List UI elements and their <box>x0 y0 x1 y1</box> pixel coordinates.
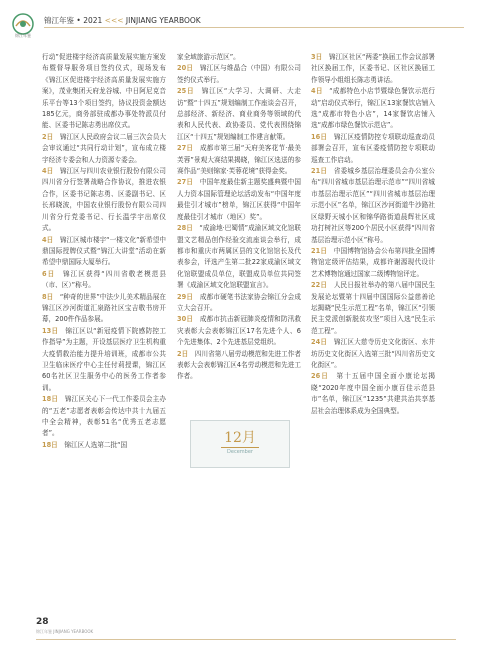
entry-text: 锦江区与四川农业银行股份有限公司四川省分行签署战略合作协议，推进农银合作，区委书记陈志勇、区委副书记、区长邢晓波，中国农业银行股份有限公司四川省分行党委书记、行长温学宇出席仪式。 <box>42 167 166 233</box>
entry-paragraph <box>177 223 301 291</box>
entry-text: 省委城乡基层治理委员会办公室公布“四川省城市基层治理示范市”“四川省城市基层治理示范区”“四川省城市基层治理示范小区”名单，锦江区沙河街道牛沙路社区绿野天城小区和锦华路街道晨辉社区成功打树社区等200个居民小区获得“四川省基层治理示范小区”称号。 <box>311 167 435 244</box>
entry-paragraph <box>42 292 166 326</box>
entry-text: 锦江区城市楼宇“一楼文化”新希望中鼎国际授牌仪式暨“锦江大讲堂”活动在新希望中鼎国际大厦举行。 <box>42 235 166 267</box>
entry-paragraph <box>311 246 435 280</box>
entry-text: 锦江区获得“四川省敬老模范县（市、区）”称号。 <box>42 269 166 290</box>
entry-date: 28日 <box>177 224 193 233</box>
entry-paragraph <box>42 440 166 451</box>
entry-paragraph <box>42 52 166 132</box>
entry-date: 18日 <box>42 440 58 449</box>
entry-text: 人民日报社举办的第八届中国民生发展论坛暨第十四届中国国际公益慈善论坛揭晓“民生示范工程”名单，锦江区“引领民主党派创新脱贫攻坚”项目入选“民生示范工程”。 <box>311 281 435 335</box>
entry-paragraph <box>177 143 301 177</box>
month-divider <box>221 447 259 448</box>
entry-date: 24日 <box>311 338 328 347</box>
entry-date: 21日 <box>311 246 328 255</box>
entry-text: 家全域旅游示范区”。 <box>177 53 240 61</box>
text-column-3 <box>311 52 435 417</box>
entry-paragraph <box>311 132 435 166</box>
entry-text: 锦江区与维晶合（中国）有限公司签约仪式举行。 <box>177 64 301 84</box>
entry-text: “成都特色小店节暨绿色餐饮示范行动”启动仪式举行，锦江区13家餐饮店铺入选“成都市特色小店”，14家餐饮店铺入选“成都市绿色餐饮示范店”。 <box>311 87 435 130</box>
entry-date: 27日 <box>177 144 194 153</box>
entry-text: 成都市第三届“天府美客花节·最美芙蓉”景观大赛结果揭晓，锦江区选送的参赛作品“美则锦家·芙蓉花境”获得金奖。 <box>177 144 301 176</box>
entry-date: 4日 <box>42 167 54 176</box>
entry-paragraph <box>177 63 301 86</box>
month-number: 12月 <box>224 430 256 446</box>
month-word: December <box>227 449 253 455</box>
entry-date: 29日 <box>177 292 194 301</box>
entry-text: “种奇的世界”中法少儿美术精品展在锦江区沙河街道汇泉路社区宝吉敬书房开幕，200件作品参展。 <box>42 292 166 324</box>
entry-text: 成都市硬笔书法家协会锦江分会成立大会召开。 <box>177 292 301 312</box>
page-number: 28 <box>36 617 49 627</box>
header-separator: <<< <box>104 16 124 25</box>
entry-text: 行动”促进楼宇经济高质量发展实施方案发布暨督导服务项目签约仪式，现场发布《锦江区促进楼宇经济高质量发展实施方案》，茂业集团天府龙谷城、中日阿尼克音乐平台等13个项目签约，协议投资金额达185亿元，商务部驻成都办事处特派员付能、区委书记陈志勇出席仪式。 <box>42 53 166 130</box>
entry-date: 22日 <box>311 281 328 290</box>
entry-text: 中国年度最佳新主题奖盛典暨中国人力资本国际管理论坛活动发布“中国年度最佳引才城市”榜单，锦江区获得“中国年度最佳引才城市（地区）奖”。 <box>177 178 301 221</box>
header-title-right: JINJIANG YEARBOOK <box>125 16 201 25</box>
entry-date: 30日 <box>177 315 194 324</box>
entry-paragraph <box>42 394 166 440</box>
entry-text: 锦江区人选第二批“国 <box>64 440 128 449</box>
entry-paragraph <box>42 235 166 269</box>
entry-paragraph <box>177 349 301 383</box>
entry-text: 锦江区关心下一代工作委员会主办的“五老”志愿者表彰会传达中共十九届五中全会精神，表彰51名“优秀五老志愿者”。 <box>42 395 166 438</box>
entry-paragraph <box>311 337 435 371</box>
footer-divider <box>36 639 456 640</box>
entry-date: 8日 <box>42 292 54 301</box>
entry-date: 3日 <box>311 53 323 61</box>
entry-paragraph <box>42 132 166 166</box>
entry-paragraph <box>42 326 166 394</box>
entry-text: 第十五届中国全面小康论坛揭晓“2020年度中国全面小康百佳示范县市”名单，锦江区“1235”共建共治共享基层社会治理体系成为全国典型。 <box>311 372 435 415</box>
entry-date: 6日 <box>42 269 56 278</box>
entry-paragraph <box>177 52 301 63</box>
entry-text: 四川省第八届劳动模范和先进工作者表彰大会表彰锦江区4名劳动模范和先进工作者。 <box>177 349 301 381</box>
entry-text: 中国博物馆协会公布第四批全国博物馆定级评估结果，成都许谢源现代设计艺术博物馆通过国家二级博物馆评定。 <box>311 246 435 278</box>
entry-paragraph <box>177 314 301 348</box>
entry-paragraph <box>177 292 301 315</box>
entry-date: 25日 <box>177 87 195 96</box>
entry-text: 成都市抗击新冠肺炎疫情和防汛救灾表彰大会表彰锦江区17名先进个人、6个先进集体、2个先进基层党组织。 <box>177 315 301 347</box>
entry-date: 26日 <box>311 372 329 381</box>
entry-date: 21日 <box>311 167 328 176</box>
footer-subtitle: 锦江年鉴 JINJIANG YEARBOOK <box>36 629 94 634</box>
entry-date: 13日 <box>42 326 59 335</box>
entry-text: 锦江区疫情防控专项联动巡查动员部署会召开，宣布区委疫情防控专项联动巡查工作启动。 <box>311 132 435 164</box>
header-divider <box>44 27 464 28</box>
header-title-left: 锦江年鉴 • 2021 <box>44 16 103 25</box>
entry-text: 锦江区社区“两委”换届工作会议部署社区换届工作，区委书记、区社区换届工作领导小组组长陈志勇讲话。 <box>311 53 435 84</box>
entry-paragraph <box>42 166 166 234</box>
entry-paragraph <box>311 52 435 86</box>
header-title <box>44 15 201 26</box>
entry-paragraph <box>177 86 301 143</box>
page-header <box>0 0 480 44</box>
text-column-1 <box>42 52 166 451</box>
entry-text: 锦江区以“新冠疫情下院感防控工作指导”为主题，开设基层医疗卫生机构重大疫情救治能力提升培训班，成都市公共卫生临床医疗中心主任付莉授课，锦江区60名社区卫生服务中心的医务工作者参训。 <box>42 326 166 392</box>
entry-date: 2日 <box>177 349 189 358</box>
entry-text: 锦江区大慈寺历史文化街区、水井坊历史文化街区入选第三批“四川省历史文化街区”。 <box>311 338 435 369</box>
entry-text: 锦江区“大学习、大调研、大走访”暨“十四五”规划编制工作座谈会召开，总部经济、新经济、商业商务等领域的代表和人民代表、政协委员、党代表围绕锦江区“十四五”规划编制工作建言献策。 <box>177 87 301 141</box>
entry-date: 27日 <box>177 178 194 187</box>
text-column-2 <box>177 52 301 383</box>
entry-paragraph <box>311 86 435 132</box>
entry-date: 2日 <box>42 132 54 141</box>
entry-paragraph <box>311 280 435 337</box>
entry-paragraph <box>311 166 435 246</box>
entry-paragraph <box>42 269 166 292</box>
entry-text: “成渝地·巴蜀情”成渝区域文化馆联盟文艺精品创作经验交流座谈会举行，成都市和重庆市两属区县的文化馆馆长及代表参会，评选产生第二批22家成渝区域文化馆联盟成员单位，联盟成员单位共同签署《成渝区域文化馆联盟宣言》。 <box>177 224 301 290</box>
month-heading-box <box>190 420 290 468</box>
logo-text: 锦江年鉴 <box>15 33 31 38</box>
entry-date: 18日 <box>42 395 59 404</box>
entry-paragraph <box>311 371 435 417</box>
entry-date: 20日 <box>177 64 194 73</box>
entry-date: 4日 <box>311 87 323 96</box>
entry-text: 锦江区人民政府会议二届三次会员大会审议通过“共同行动计划”，宣布成立楼宇经济专委会和人力资源专委会。 <box>42 132 166 164</box>
entry-date: 4日 <box>42 235 54 244</box>
entry-date: 16日 <box>311 132 328 141</box>
entry-paragraph <box>177 177 301 223</box>
